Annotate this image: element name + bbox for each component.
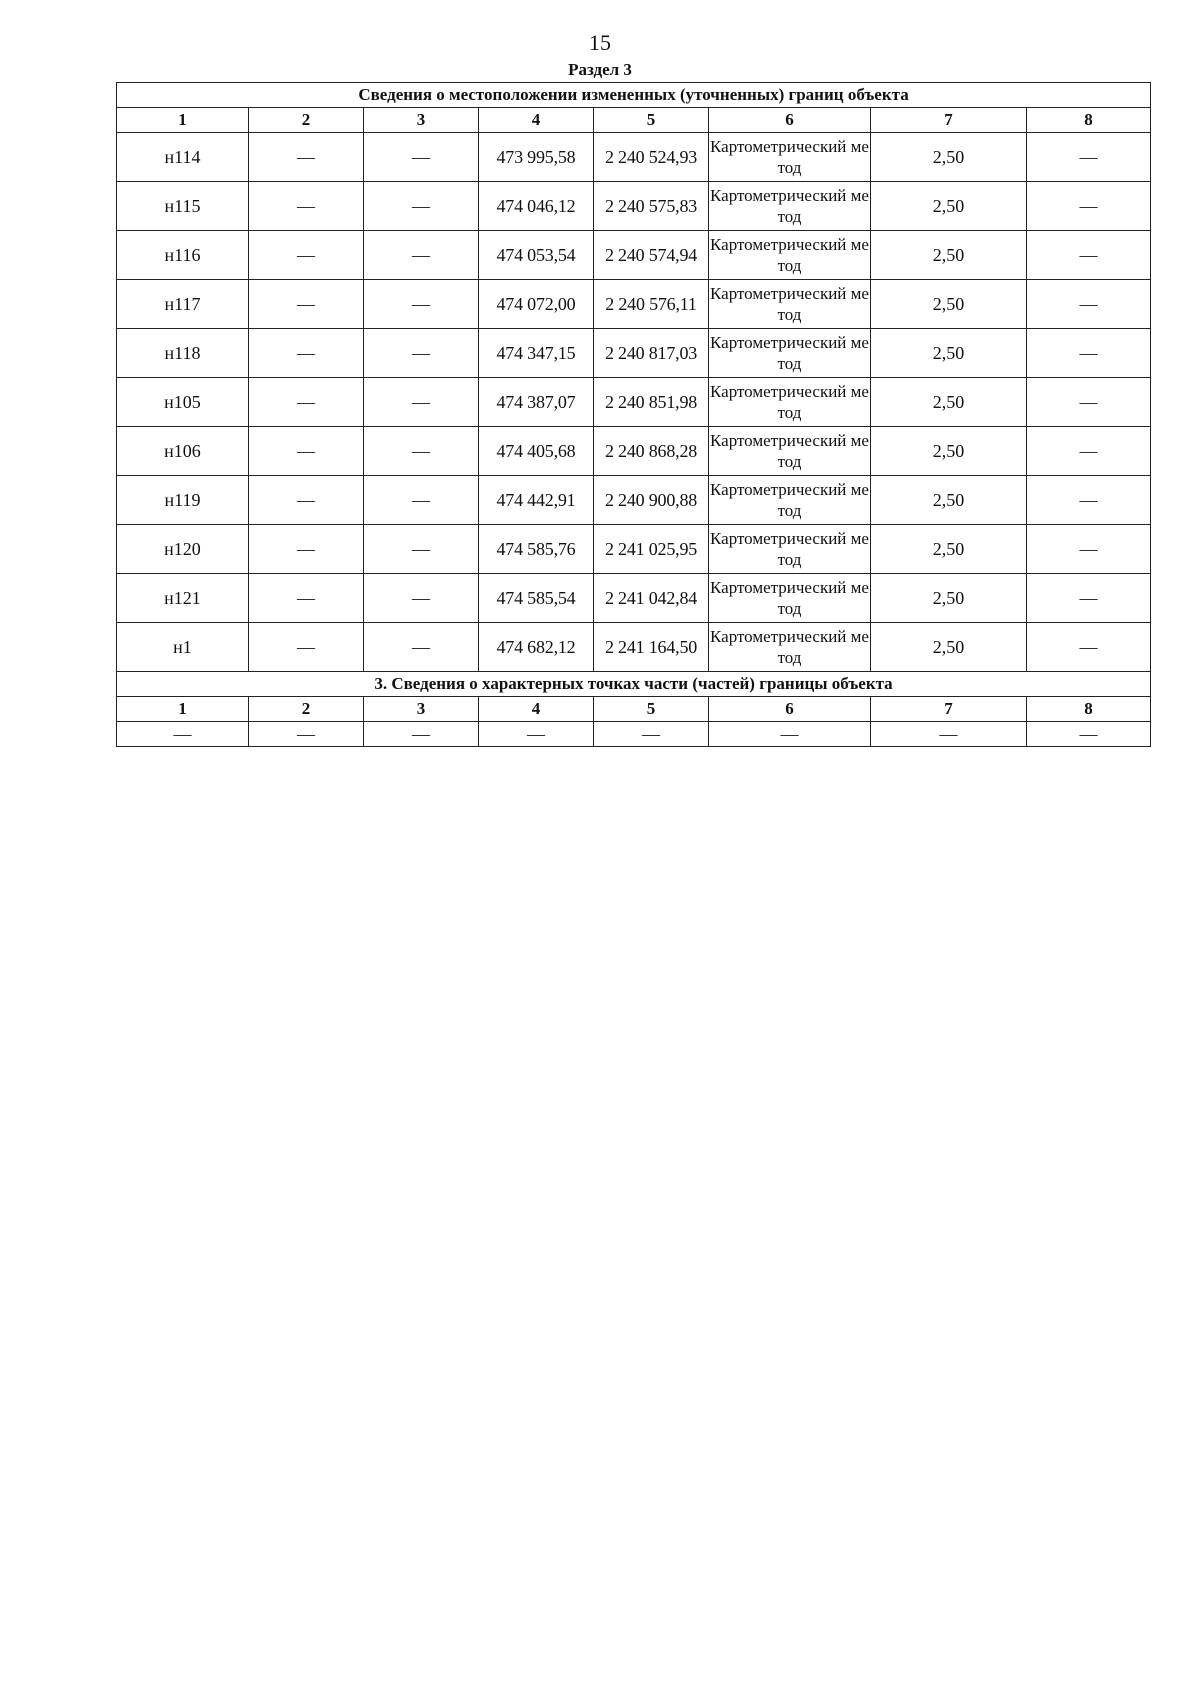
column-8-cell: — (1027, 182, 1151, 231)
column-8-cell: — (1027, 280, 1151, 329)
column-number-5: 5 (594, 108, 709, 133)
table-row (117, 623, 1151, 672)
empty-cell: — (871, 722, 1027, 747)
table2-title: 3. Сведения о характерных точках части (частей) границы объекта (117, 672, 1151, 697)
accuracy-cell: 2,50 (871, 182, 1027, 231)
column-number-7: 7 (871, 697, 1027, 722)
table-row (117, 476, 1151, 525)
empty-cell: — (1027, 722, 1151, 747)
coordinate-y-cell: 2 240 574,94 (594, 231, 709, 280)
column-number-3: 3 (364, 108, 479, 133)
column-2-cell: — (249, 574, 364, 623)
coordinate-y-cell: 2 241 042,84 (594, 574, 709, 623)
point-name-cell: н117 (117, 280, 249, 329)
table1-column-numbers-row (117, 108, 1151, 133)
column-number-6: 6 (709, 697, 871, 722)
column-number-1: 1 (117, 697, 249, 722)
column-2-cell: — (249, 476, 364, 525)
section-title: Раздел 3 (568, 60, 632, 79)
accuracy-cell: 2,50 (871, 378, 1027, 427)
accuracy-cell: 2,50 (871, 280, 1027, 329)
method-cell: Картометрический метод (709, 280, 871, 329)
column-3-cell: — (364, 476, 479, 525)
column-3-cell: — (364, 280, 479, 329)
column-8-cell: — (1027, 329, 1151, 378)
coordinate-y-cell: 2 240 900,88 (594, 476, 709, 525)
method-cell: Картометрический метод (709, 623, 871, 672)
coordinate-x-cell: 474 046,12 (479, 182, 594, 231)
coordinate-y-cell: 2 240 576,11 (594, 280, 709, 329)
column-3-cell: — (364, 329, 479, 378)
method-cell: Картометрический метод (709, 427, 871, 476)
column-number-8: 8 (1027, 108, 1151, 133)
empty-cell: — (364, 722, 479, 747)
column-2-cell: — (249, 133, 364, 182)
method-cell: Картометрический метод (709, 574, 871, 623)
accuracy-cell: 2,50 (871, 525, 1027, 574)
coordinate-y-cell: 2 241 164,50 (594, 623, 709, 672)
column-8-cell: — (1027, 378, 1151, 427)
table-row (117, 427, 1151, 476)
table-row (117, 231, 1151, 280)
point-name-cell: н1 (117, 623, 249, 672)
point-name-cell: н119 (117, 476, 249, 525)
column-8-cell: — (1027, 427, 1151, 476)
coordinate-y-cell: 2 240 524,93 (594, 133, 709, 182)
column-number-2: 2 (249, 697, 364, 722)
column-2-cell: — (249, 427, 364, 476)
column-3-cell: — (364, 427, 479, 476)
table-row (117, 280, 1151, 329)
table-row (117, 329, 1151, 378)
point-name-cell: н118 (117, 329, 249, 378)
column-8-cell: — (1027, 525, 1151, 574)
column-3-cell: — (364, 231, 479, 280)
coordinate-y-cell: 2 240 851,98 (594, 378, 709, 427)
coordinate-y-cell: 2 241 025,95 (594, 525, 709, 574)
table-row (117, 574, 1151, 623)
table-row (117, 378, 1151, 427)
column-2-cell: — (249, 182, 364, 231)
point-name-cell: н120 (117, 525, 249, 574)
coordinate-x-cell: 474 053,54 (479, 231, 594, 280)
page-number: 15 (589, 30, 611, 55)
empty-cell: — (709, 722, 871, 747)
method-cell: Картометрический метод (709, 525, 871, 574)
coordinate-y-cell: 2 240 817,03 (594, 329, 709, 378)
method-cell: Картометрический метод (709, 378, 871, 427)
accuracy-cell: 2,50 (871, 623, 1027, 672)
column-2-cell: — (249, 329, 364, 378)
column-2-cell: — (249, 623, 364, 672)
column-3-cell: — (364, 574, 479, 623)
table-row (117, 133, 1151, 182)
column-8-cell: — (1027, 574, 1151, 623)
coordinate-x-cell: 474 387,07 (479, 378, 594, 427)
empty-cell: — (594, 722, 709, 747)
point-name-cell: н115 (117, 182, 249, 231)
boundary-table (116, 82, 1151, 747)
column-number-8: 8 (1027, 697, 1151, 722)
table2-title-row (117, 672, 1151, 697)
accuracy-cell: 2,50 (871, 231, 1027, 280)
coordinate-x-cell: 474 585,54 (479, 574, 594, 623)
point-name-cell: н105 (117, 378, 249, 427)
column-8-cell: — (1027, 133, 1151, 182)
coordinate-y-cell: 2 240 868,28 (594, 427, 709, 476)
coordinate-y-cell: 2 240 575,83 (594, 182, 709, 231)
table2-column-numbers-row (117, 697, 1151, 722)
column-number-6: 6 (709, 108, 871, 133)
empty-cell: — (479, 722, 594, 747)
method-cell: Картометрический метод (709, 476, 871, 525)
table-row (117, 525, 1151, 574)
column-2-cell: — (249, 525, 364, 574)
column-3-cell: — (364, 133, 479, 182)
column-3-cell: — (364, 378, 479, 427)
column-number-5: 5 (594, 697, 709, 722)
coordinate-x-cell: 474 405,68 (479, 427, 594, 476)
table-row (117, 182, 1151, 231)
column-number-1: 1 (117, 108, 249, 133)
column-number-2: 2 (249, 108, 364, 133)
column-2-cell: — (249, 280, 364, 329)
column-2-cell: — (249, 378, 364, 427)
point-name-cell: н121 (117, 574, 249, 623)
accuracy-cell: 2,50 (871, 574, 1027, 623)
table1-title: Сведения о местоположении измененных (уточненных) границ объекта (117, 83, 1151, 108)
point-name-cell: н116 (117, 231, 249, 280)
column-number-7: 7 (871, 108, 1027, 133)
column-8-cell: — (1027, 231, 1151, 280)
coordinate-x-cell: 473 995,58 (479, 133, 594, 182)
column-number-4: 4 (479, 697, 594, 722)
accuracy-cell: 2,50 (871, 329, 1027, 378)
method-cell: Картометрический метод (709, 182, 871, 231)
table1-title-row (117, 83, 1151, 108)
method-cell: Картометрический метод (709, 231, 871, 280)
column-number-3: 3 (364, 697, 479, 722)
column-8-cell: — (1027, 623, 1151, 672)
column-2-cell: — (249, 231, 364, 280)
point-name-cell: н106 (117, 427, 249, 476)
coordinate-x-cell: 474 072,00 (479, 280, 594, 329)
column-3-cell: — (364, 525, 479, 574)
column-8-cell: — (1027, 476, 1151, 525)
accuracy-cell: 2,50 (871, 427, 1027, 476)
coordinate-x-cell: 474 585,76 (479, 525, 594, 574)
method-cell: Картометрический метод (709, 133, 871, 182)
coordinate-x-cell: 474 442,91 (479, 476, 594, 525)
method-cell: Картометрический метод (709, 329, 871, 378)
column-number-4: 4 (479, 108, 594, 133)
column-3-cell: — (364, 182, 479, 231)
column-3-cell: — (364, 623, 479, 672)
table-row (117, 722, 1151, 747)
point-name-cell: н114 (117, 133, 249, 182)
accuracy-cell: 2,50 (871, 476, 1027, 525)
coordinate-x-cell: 474 682,12 (479, 623, 594, 672)
accuracy-cell: 2,50 (871, 133, 1027, 182)
empty-cell: — (117, 722, 249, 747)
empty-cell: — (249, 722, 364, 747)
table-body (117, 83, 1151, 747)
coordinate-x-cell: 474 347,15 (479, 329, 594, 378)
